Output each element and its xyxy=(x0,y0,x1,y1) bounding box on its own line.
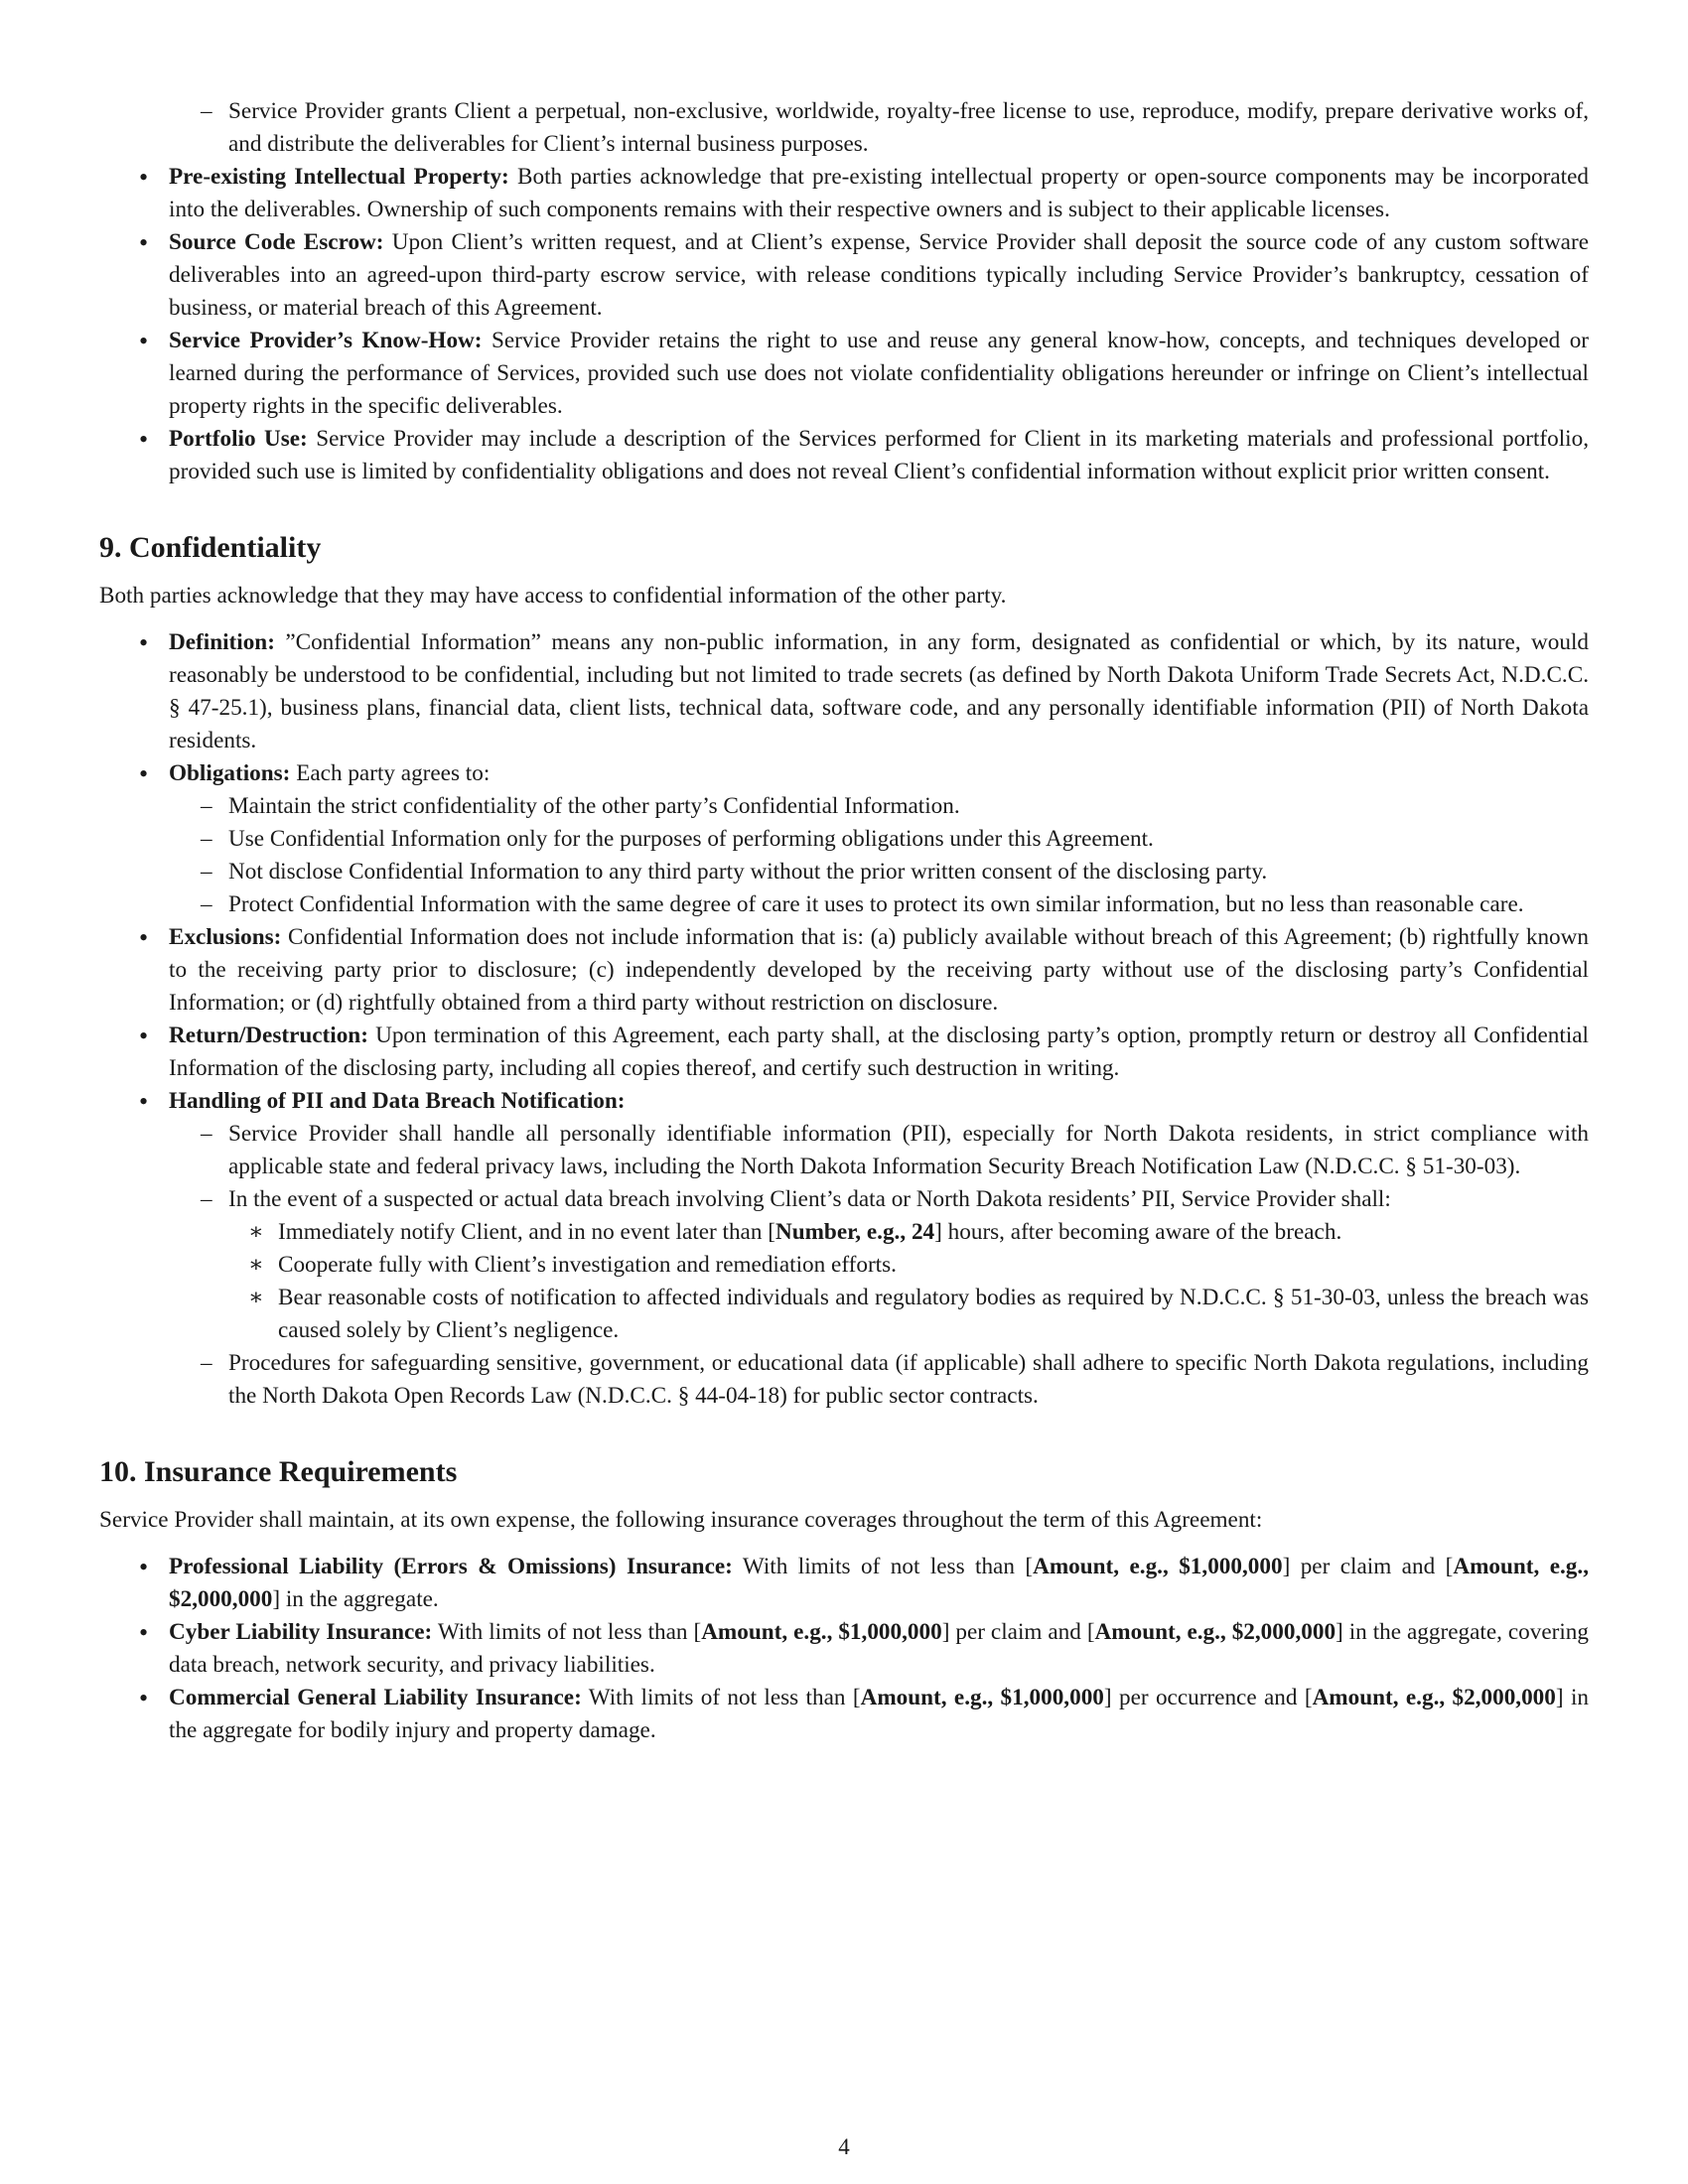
obligations-sublist xyxy=(169,790,1589,921)
item-text: ] per occurrence and [ xyxy=(1103,1685,1313,1710)
list-item xyxy=(99,1682,1589,1747)
item-label: Portfolio Use: xyxy=(169,426,308,452)
item-text: Upon termination of this Agreement, each party shall, at the disclosing party’s option, promptly return or destroy all Confidential Information of the disclosing party, including all copies thereof, and certify such destruction in writing. xyxy=(169,1023,1589,1081)
item-text: In the event of a suspected or actual data breach involving Client’s data or North Dakota residents’ PII, Service Provider shall: xyxy=(228,1186,1391,1212)
item-label: Exclusions: xyxy=(169,924,282,950)
item-text: ] in the aggregate for bodily injury and property damage. xyxy=(169,1685,1589,1743)
list-item xyxy=(99,626,1589,757)
list-item: – Use Confidential Information only for the purposes of performing obligations under this Agreement. xyxy=(169,823,1589,856)
item-text: ] in the aggregate. xyxy=(272,1586,439,1612)
list-item xyxy=(99,226,1589,325)
item-text: With limits of not less than [ xyxy=(581,1685,861,1710)
document-page xyxy=(99,95,1589,1747)
item-text: ”Confidential Information” means any non-public information, in any form, designated as confidential or which, by its nature, would reasonably be understood to be confidential, including but not limited to trade secrets (as defined by North Dakota Uniform Trade Secrets Act, N.D.C.C. § 47-25.1), business plans, financial data, client lists, technical data, software code, and any personally identifiable information (PII) of North Dakota residents. xyxy=(169,629,1589,753)
list-item xyxy=(99,423,1589,488)
list-item xyxy=(228,1216,1589,1249)
list-item: – Procedures for safeguarding sensitive, government, or educational data (if applicable) shall adhere to specific North Dakota regulations, including the North Dakota Open Records Law (N.D.C.C. § 44-04-18) for public sector contracts. xyxy=(169,1347,1589,1413)
confidentiality-list xyxy=(99,626,1589,1413)
item-label: Source Code Escrow: xyxy=(169,229,384,255)
insurance-list xyxy=(99,1551,1589,1747)
item-label: Service Provider’s Know-How: xyxy=(169,328,483,353)
list-item xyxy=(169,1183,1589,1347)
item-label: Cyber Liability Insurance: xyxy=(169,1619,433,1645)
list-item: – Maintain the strict confidentiality of the other party’s Confidential Information. xyxy=(169,790,1589,823)
item-label: Handling of PII and Data Breach Notification: xyxy=(169,1088,626,1114)
list-item xyxy=(99,921,1589,1020)
item-label: Professional Liability (Errors & Omissions) Insurance: xyxy=(169,1554,733,1579)
list-item xyxy=(99,1020,1589,1085)
list-item: – Protect Confidential Information with the same degree of care it uses to protect its own similar information, but no less than reasonable care. xyxy=(169,888,1589,921)
list-item xyxy=(99,1551,1589,1616)
item-text: ] per claim and [ xyxy=(941,1619,1095,1645)
list-item xyxy=(99,161,1589,226)
section-heading-confidentiality: 9. Confidentiality xyxy=(99,531,322,564)
item-text: Service Provider retains the right to use and reuse any general know-how, concepts, and techniques developed or learned during the performance of Services, provided such use does not violate confidentiality obligations hereunder or infringe on Client’s intellectual property rights in the specific deliverables. xyxy=(169,328,1590,419)
placeholder-amount: Amount, e.g., $2,000,000 xyxy=(1094,1619,1336,1645)
item-label: Obligations: xyxy=(169,760,291,786)
placeholder-hours: Number, e.g., 24 xyxy=(774,1219,935,1245)
pii-sublist xyxy=(169,1118,1589,1413)
item-label: Pre-existing Intellectual Property: xyxy=(169,164,509,190)
section-intro: Service Provider shall maintain, at its own expense, the following insurance coverages throughout the term of this Agreement: xyxy=(99,1507,1263,1533)
placeholder-amount: Amount, e.g., $2,000,000 xyxy=(169,1554,1589,1612)
list-item xyxy=(169,95,1589,161)
list-item xyxy=(99,1616,1589,1682)
page-number: 4 xyxy=(838,2134,850,2159)
item-label: Commercial General Liability Insurance: xyxy=(169,1685,582,1710)
list-item xyxy=(99,325,1589,423)
placeholder-amount: Amount, e.g., $1,000,000 xyxy=(1033,1554,1283,1579)
placeholder-amount: Amount, e.g., $2,000,000 xyxy=(1312,1685,1556,1710)
item-text: ] per claim and [ xyxy=(1282,1554,1454,1579)
placeholder-amount: Amount, e.g., $1,000,000 xyxy=(701,1619,942,1645)
section-heading-insurance: 10. Insurance Requirements xyxy=(99,1455,458,1488)
item-text: Each party agrees to: xyxy=(290,760,491,786)
license-sublist xyxy=(169,95,1589,161)
item-label: Definition: xyxy=(169,629,275,655)
breach-sublist xyxy=(228,1216,1589,1347)
item-text: ] hours, after becoming aware of the breach. xyxy=(934,1219,1342,1245)
item-text: Immediately notify Client, and in no event later than [ xyxy=(278,1219,775,1245)
item-text: Upon Client’s written request, and at Client’s expense, Service Provider shall deposit the source code of any custom software deliverables into an agreed-upon third-party escrow service, with release conditions typically including Service Provider’s bankruptcy, cessation of business, or material breach of this Agreement. xyxy=(169,229,1589,321)
list-item: ∗ Cooperate fully with Client’s investigation and remediation efforts. xyxy=(228,1249,1589,1282)
item-label: Return/Destruction: xyxy=(169,1023,368,1048)
item-text: With limits of not less than [ xyxy=(432,1619,702,1645)
list-item xyxy=(99,1085,1589,1413)
list-item-text: Service Provider grants Client a perpetual, non-exclusive, worldwide, royalty-free license to use, reproduce, modify, prepare derivative works of, and distribute the deliverables for Client’s internal business purposes. xyxy=(228,98,1589,157)
item-text: Service Provider may include a description of the Services performed for Client in its marketing materials and professional portfolio, provided such use is limited by confidentiality obligations and does not reveal Client’s confidential information without explicit prior written consent. xyxy=(169,426,1589,484)
ip-list xyxy=(99,161,1589,488)
list-item: ∗ Bear reasonable costs of notification to affected individuals and regulatory bodies as required by N.D.C.C. § 51-30-03, unless the breach was caused solely by Client’s negligence. xyxy=(228,1282,1589,1347)
item-text: With limits of not less than [ xyxy=(732,1554,1034,1579)
list-item: – Service Provider shall handle all personally identifiable information (PII), especially for North Dakota residents, in strict compliance with applicable state and federal privacy laws, including the North Dakota Information Security Breach Notification Law (N.D.C.C. § 51-30-03). xyxy=(169,1118,1589,1183)
item-text: ] in the aggregate, covering data breach, network security, and privacy liabilities. xyxy=(169,1619,1589,1678)
section-intro: Both parties acknowledge that they may have access to confidential information of the other party. xyxy=(99,583,1007,609)
item-text: Confidential Information does not include information that is: (a) publicly available without breach of this Agreement; (b) rightfully known to the receiving party prior to disclosure; (c) independently developed by the receiving party without use of the disclosing party’s Confidential Information; or (d) rightfully obtained from a third party without restriction on disclosure. xyxy=(169,924,1589,1016)
list-item: – Not disclose Confidential Information to any third party without the prior written consent of the disclosing party. xyxy=(169,856,1589,888)
placeholder-amount: Amount, e.g., $1,000,000 xyxy=(860,1685,1104,1710)
list-item xyxy=(99,757,1589,921)
item-text: Both parties acknowledge that pre-existing intellectual property or open-source components may be incorporated into the deliverables. Ownership of such components remains with their respective owners and is subject to their applicable licenses. xyxy=(169,164,1589,222)
